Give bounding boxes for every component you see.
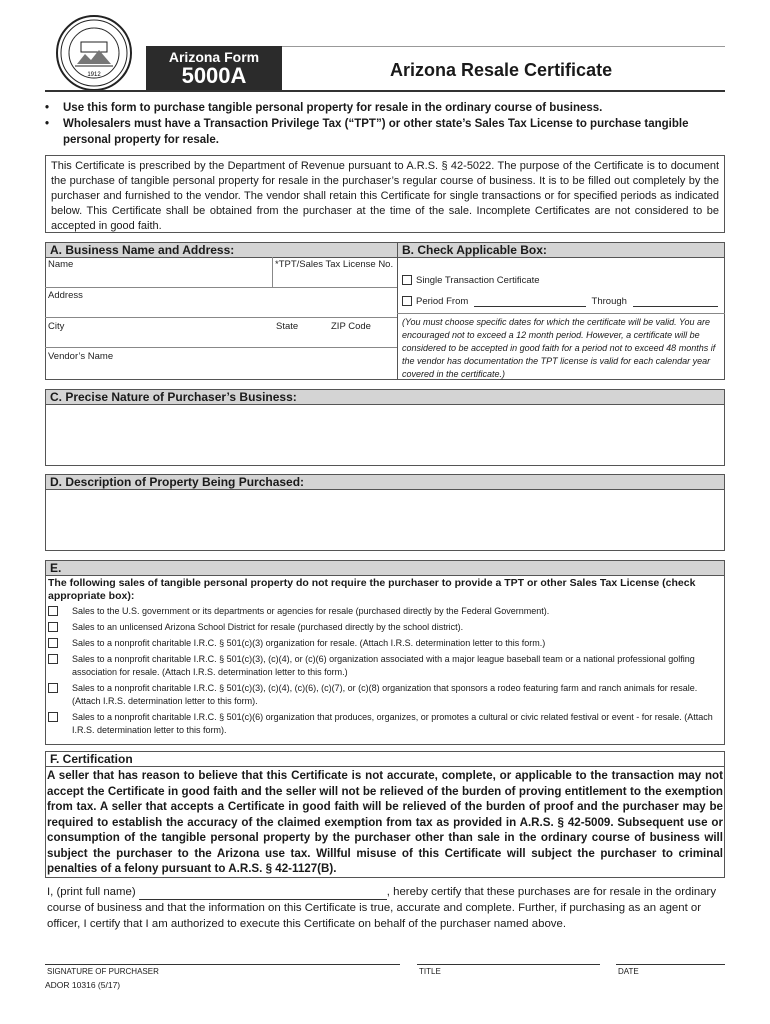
svg-text:1912: 1912 <box>87 72 101 78</box>
name-label: Name <box>48 259 74 270</box>
section-f-heading: F. Certification <box>45 751 725 767</box>
date-line[interactable] <box>616 964 725 965</box>
exemption-checkbox[interactable] <box>48 622 58 632</box>
cert-prefix: I, (print full name) <box>47 886 136 898</box>
through-field[interactable] <box>633 295 718 307</box>
header-divider <box>45 90 725 92</box>
exemption-label: Sales to the U.S. government or its departments or agencies for resale (purchased directly by the Federal Government). <box>72 606 550 616</box>
exemption-label: Sales to a nonprofit charitable I.R.C. § 501(c)(3), (c)(4), or (c)(6) organization associated with a major league baseball team or a national professional golfing association for resale. (Attach I.R.S. determination letter to this form.) <box>72 654 695 677</box>
period-checkbox[interactable] <box>402 296 412 306</box>
exemption-label: Sales to a nonprofit charitable I.R.C. § 501(c)(6) organization that produces, organizes, or promotes a cultural or civic related festival or event - for resale. (Attach I.R.S. determination letter to this form). <box>72 712 713 735</box>
section-e-heading: E. <box>45 560 725 576</box>
period-from-label: Period From <box>416 296 469 307</box>
form-label: Arizona Form <box>168 49 260 65</box>
section-a-heading: A. Business Name and Address: <box>45 242 398 258</box>
date-label: DATE <box>618 967 639 976</box>
exemption-checkbox[interactable] <box>48 712 58 722</box>
header-rule <box>282 46 725 47</box>
exemption-checkbox[interactable] <box>48 654 58 664</box>
divider <box>272 257 273 287</box>
period-from-field[interactable] <box>474 295 586 307</box>
certification-statement <box>47 883 723 932</box>
divider <box>45 347 398 348</box>
single-transaction-label: Single Transaction Certificate <box>416 275 540 286</box>
single-transaction-checkbox[interactable] <box>402 275 412 285</box>
print-name-field[interactable] <box>139 883 387 900</box>
divider <box>45 317 398 318</box>
exemption-item[interactable] <box>48 711 724 737</box>
exemption-item[interactable] <box>48 653 724 679</box>
section-e-intro: The following sales of tangible personal property do not require the purchaser to provide a TPT or other Sales Tax License (check appropriate box): <box>48 577 696 602</box>
address-label: Address <box>48 290 83 301</box>
cert-suffix: , hereby certify that these purchases are for resale in the ordinary course of business and that the information on this Certificate is true, accurate and complete. Further, if purchasing as an agent or officer, I certify that I am authorized to execute this Certificate on behalf of the purchaser named above. <box>47 886 717 930</box>
section-d-heading: D. Description of Property Being Purchased: <box>45 474 725 490</box>
bullet-item: • Wholesalers must have a Transaction Privilege Tax (“TPT”) or other state’s Sales Tax License to purchase tangible personal property for resale. <box>45 116 715 148</box>
vendor-name-label: Vendor’s Name <box>48 351 114 362</box>
exemption-checkbox[interactable] <box>48 683 58 693</box>
arizona-state-seal <box>55 14 133 92</box>
exemption-item[interactable] <box>48 682 724 708</box>
city-label: City <box>48 321 65 332</box>
exemption-item[interactable] <box>48 621 724 634</box>
property-description-field[interactable] <box>45 489 725 551</box>
certification-warning: A seller that has reason to believe that this Certificate is not accurate, complete, or applicable to the transaction may not accept the Certificate in good faith and the seller will not be relieved of the burden of proving entitlement to the exemption from tax. A seller that accepts a Certificate in good faith will be relieved of the burden of proof and the purchaser may be required to establish the accuracy of the claimed exemption from tax as provided in A.R.S. § 42-5009. Subsequent use or consumption of the tangible personal property by the purchaser other than sale in the ordinary course of business will subject the purchaser to the Arizona use tax. Willful misuse of this Certificate will subject the purchaser to criminal penalties of a felony pursuant to A.R.S. § 42-1127(B). <box>47 769 723 875</box>
title-line[interactable] <box>417 964 600 965</box>
form-number: 5000A <box>181 63 247 88</box>
exemption-item[interactable] <box>48 637 724 650</box>
signature-line[interactable] <box>45 964 400 965</box>
exemption-checkbox[interactable] <box>48 606 58 616</box>
zip-label: ZIP Code <box>331 321 371 332</box>
instruction-bullets <box>45 100 715 148</box>
through-label: Through <box>591 296 627 307</box>
intro-paragraph: This Certificate is prescribed by the Department of Revenue pursuant to A.R.S. § 42-5022. The purpose of the Certificate is to document the purchase of tangible personal property for resale in the purchaser’s regular course of business. It is to be filled out completely by the purchaser and furnished to the vendor. The vendor shall retain this Certificate for single transactions or for specified periods as indicated below. This Certificate shall be obtained from the purchaser at the time of the sale. Incomplete Certificates are not considered to be accepted in good faith. <box>45 155 725 233</box>
page-title: Arizona Resale Certificate <box>390 60 613 80</box>
divider <box>45 287 398 288</box>
exemption-item[interactable] <box>48 605 724 618</box>
state-label: State <box>276 321 299 332</box>
period-option[interactable] <box>402 295 718 307</box>
license-label: *TPT/Sales Tax License No. <box>275 259 394 270</box>
signature-label: SIGNATURE OF PURCHASER <box>47 967 159 976</box>
exemption-label: Sales to a nonprofit charitable I.R.C. § 501(c)(3), (c)(4), (c)(6), (c)(7), or (c)(8) organization that sponsors a rodeo featuring farm and ranch animals for resale. (Attach I.R.S. determination letter to this form). <box>72 683 698 706</box>
title-label: TITLE <box>419 967 441 976</box>
exemption-list <box>48 605 724 740</box>
form-footer-code: ADOR 10316 (5/17) <box>45 980 121 990</box>
form-number-badge <box>146 46 282 90</box>
period-note: (You must choose specific dates for which the certificate will be valid. You are encouraged not to exceed a 12 month period. However, a certificate will be considered to be accepted in good faith for a period not to exceed 48 months if the vendor has documentation the TPT license is valid for each calendar year covered in the certificate.) <box>402 317 716 379</box>
section-c-heading: C. Precise Nature of Purchaser’s Business: <box>45 389 725 405</box>
exemption-label: Sales to a nonprofit charitable I.R.C. § 501(c)(3) organization for resale. (Attach I.R.S. determination letter to this form.) <box>72 638 546 648</box>
exemption-label: Sales to an unlicensed Arizona School District for resale (purchased directly by the school district). <box>72 622 464 632</box>
bullet-item: • Use this form to purchase tangible personal property for resale in the ordinary course of business. <box>45 100 715 116</box>
business-nature-field[interactable] <box>45 404 725 466</box>
section-b-heading: B. Check Applicable Box: <box>397 242 725 258</box>
exemption-checkbox[interactable] <box>48 638 58 648</box>
single-transaction-option[interactable] <box>402 275 540 286</box>
divider <box>397 313 725 314</box>
